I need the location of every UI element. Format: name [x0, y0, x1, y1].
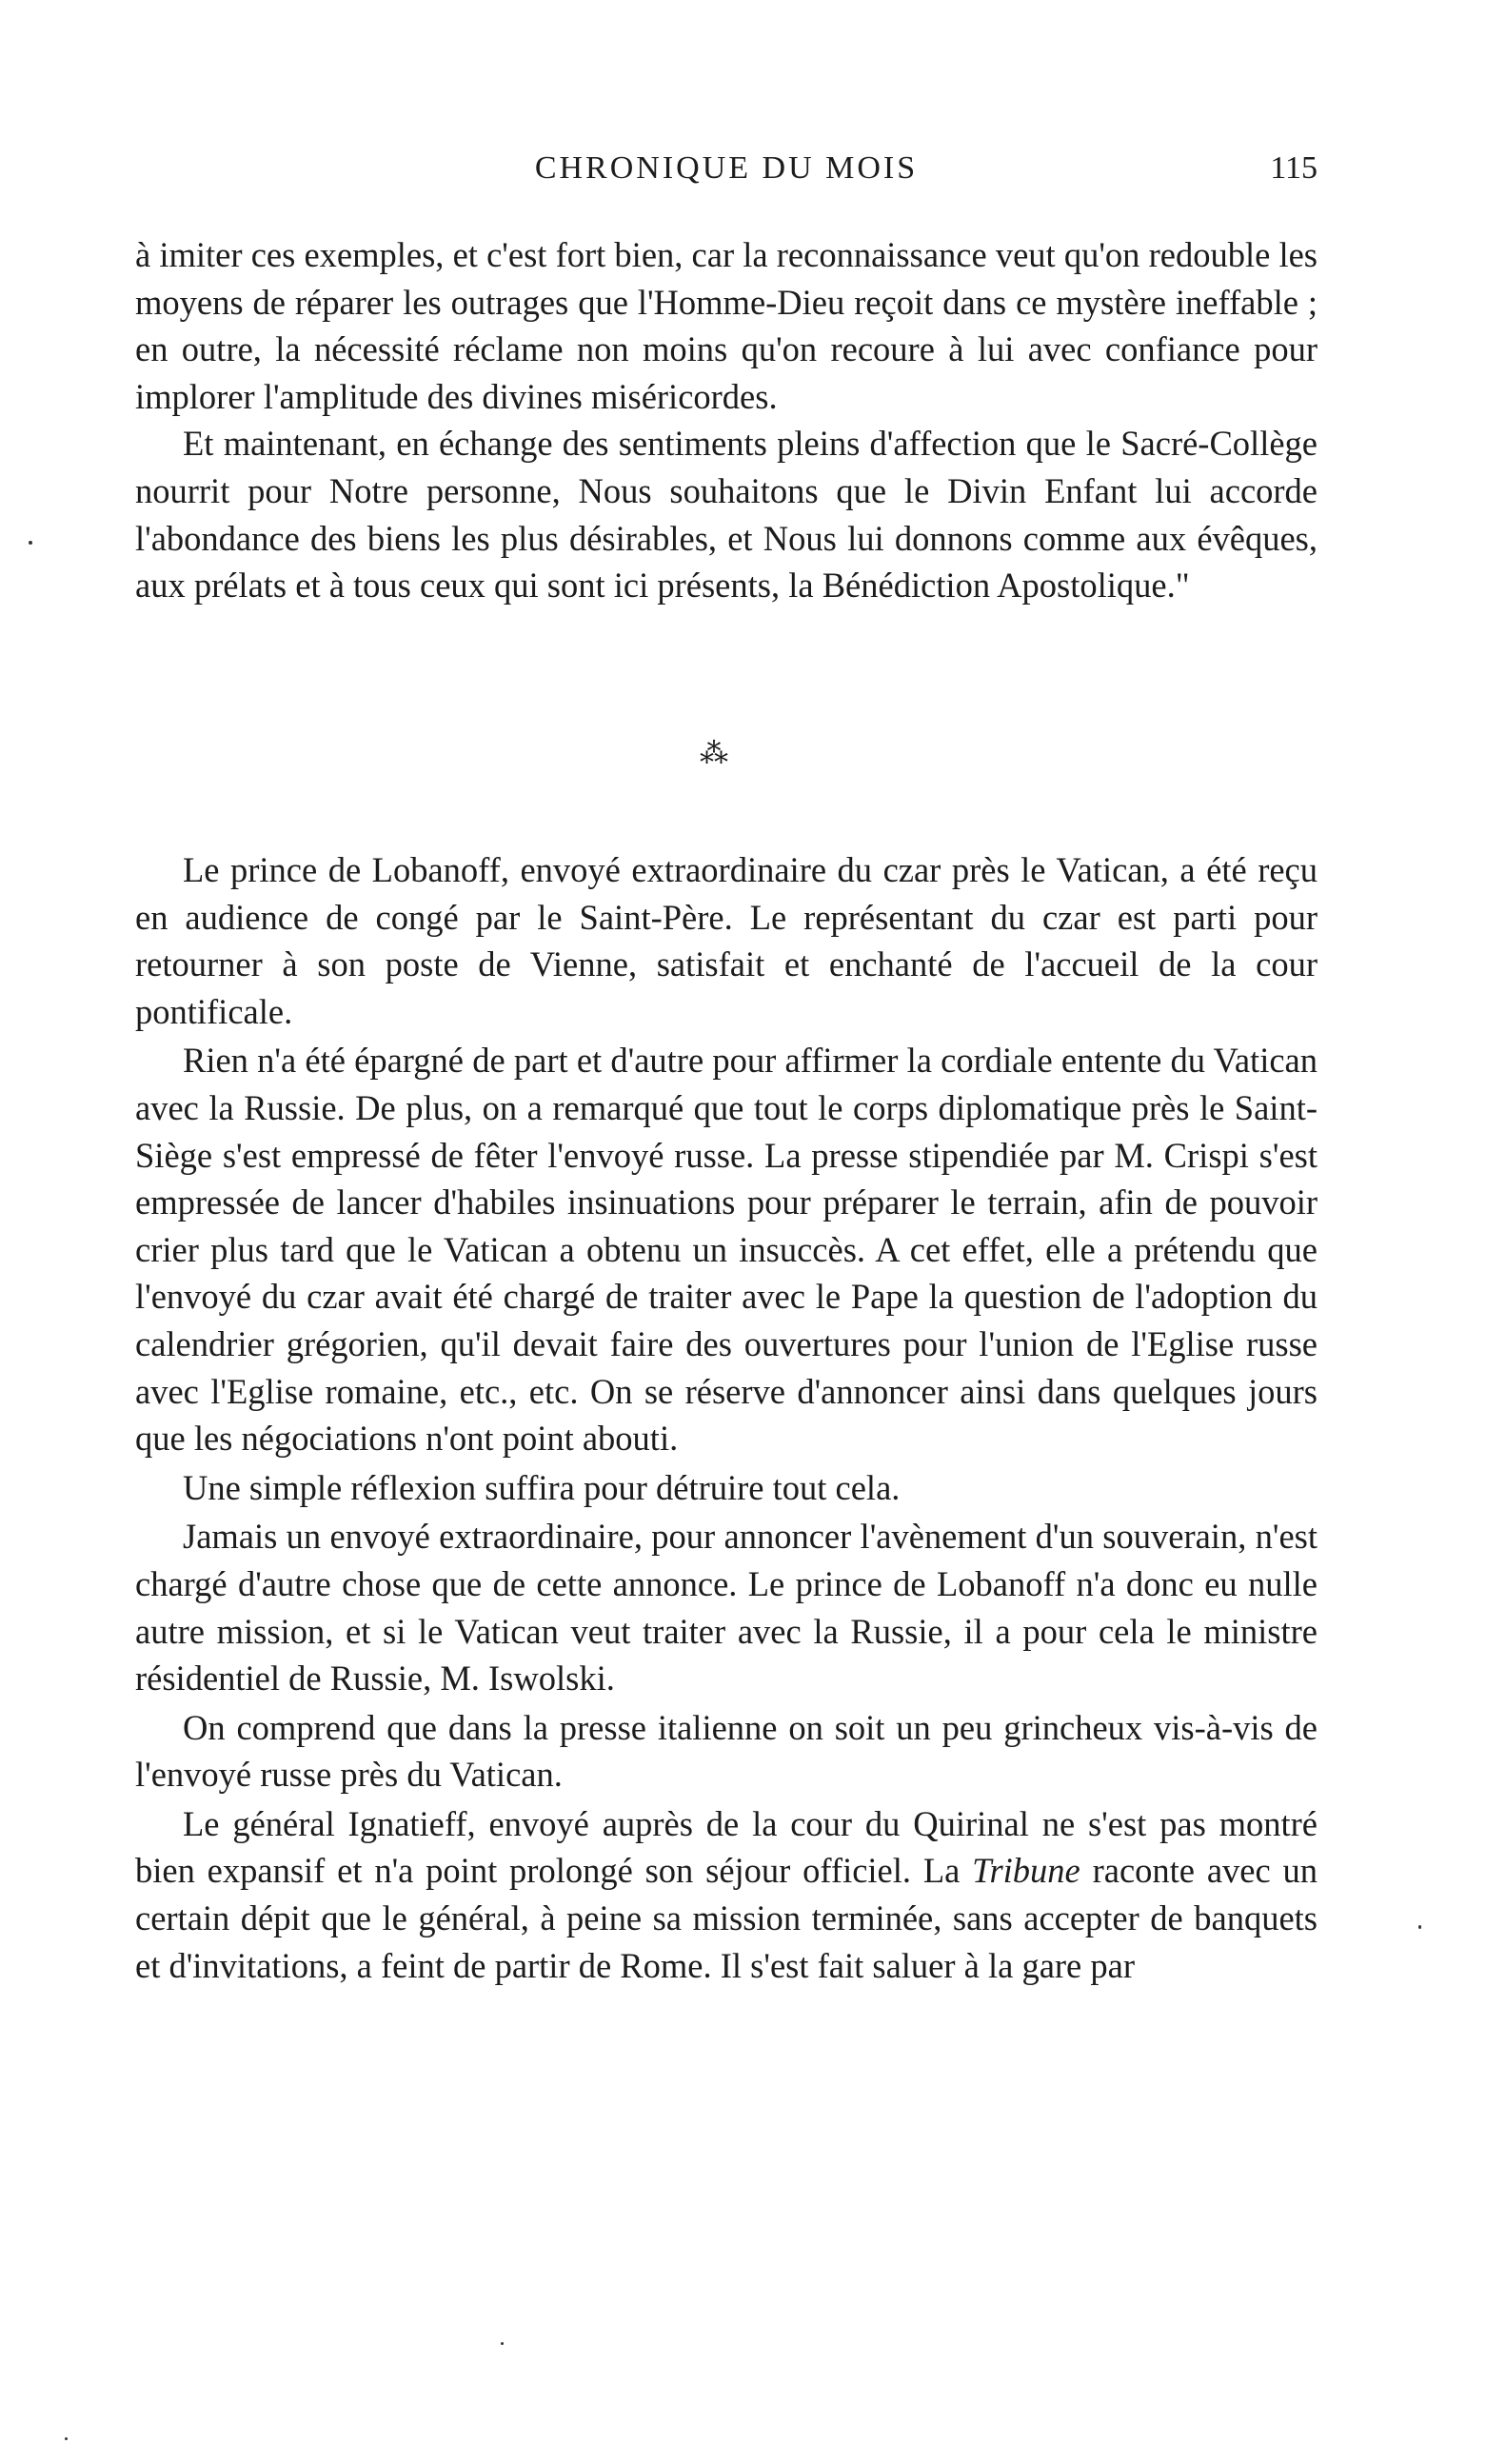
paragraph: Une simple réflexion suffira pour détruire tout cela.: [183, 1467, 901, 1507]
ink-speck: [29, 541, 32, 545]
paragraph: Et maintenant, en échange des sentiments pleins d'affection que le Sacré-Collège nourrit pour Notre personne, Nous souhaitons que le Divin Enfant lui accorde l'abondance des biens les plus désirables, et Nous lui donnons comme aux évêques, aux prélats et à tous ceux qui sont ici présents, la Bénédiction Apostolique.": [135, 424, 1318, 606]
paragraph: On comprend que dans la presse italienne on soit un peu grincheux vis-à-vis de l'envoyé russe près du Vatican.: [135, 1707, 1318, 1795]
text-block-before-ornament: [135, 231, 1318, 609]
newspaper-title: Tribune: [972, 1851, 1080, 1891]
asterism-glyph: ⁂: [700, 738, 728, 769]
running-head: [135, 150, 1318, 198]
page-number: 115: [1270, 150, 1318, 186]
ink-speck: [501, 2342, 504, 2345]
ink-speck: [1418, 1925, 1421, 1929]
paragraph-text: raconte avec un certain dépit que le général, à peine sa mission terminée, sans accepter de banquets et d'invitations, a feint de partir de Rome. Il s'est fait saluer à la gare par: [135, 1851, 1318, 1985]
running-title: CHRONIQUE DU MOIS: [534, 150, 919, 186]
paragraph: à imiter ces exemples, et c'est fort bien, car la reconnaissance veut qu'on redouble les moyens de réparer les outrages que l'Homme-Dieu reçoit dans ce mystère ineffable ; en outre, la nécessité réclame non moins qu'on recoure à lui avec confiance pour implorer l'amplitude des divines miséricordes.: [135, 235, 1318, 416]
paragraph: Le prince de Lobanoff, envoyé extraordinaire du czar près le Vatican, a été reçu en audience de congé par le Saint-Père. Le représentant du czar est parti pour retourner à son poste de Vienne, satisfait et enchanté de l'accueil de la cour pontificale.: [135, 850, 1318, 1031]
ink-speck: [65, 2437, 68, 2440]
paragraph-text: Le général Ignatieff, envoyé auprès de la cour du Quirinal ne s'est pas montré bien expansif et n'a point prolongé son séjour officiel. La: [135, 1803, 1318, 1891]
paragraph: [135, 1800, 1318, 1989]
paragraph: Rien n'a été épargné de part et d'autre pour affirmer la cordiale entente du Vatican avec la Russie. De plus, on a remarqué que tout le corps diplomatique près le Saint-Siège s'est empressé de fêter l'envoyé russe. La presse stipendiée par M. Crispi s'est empressée de lancer d'habiles insinuations pour préparer le terrain, afin de pouvoir crier plus tard que le Vatican a obtenu un insuccès. A cet effet, elle a prétendu que l'envoyé du czar avait été chargé de traiter avec le Pape la question de l'adoption du calendrier grégorien, qu'il devait faire des ouvertures pour l'union de l'Eglise russe avec l'Eglise romaine, etc., etc. On se réserve d'annoncer ainsi dans quelques jours que les négociations n'ont point abouti.: [135, 1041, 1318, 1459]
paragraph: Jamais un envoyé extraordinaire, pour annoncer l'avènement d'un souverain, n'est chargé d'autre chose que de cette annonce. Le prince de Lobanoff n'a donc eu nulle autre mission, et si le Vatican veut traiter avec la Russie, il a pour cela le ministre résidentiel de Russie, M. Iswolski.: [135, 1517, 1318, 1699]
text-block-after-ornament: [135, 846, 1318, 1989]
asterism-ornament: [676, 738, 752, 769]
